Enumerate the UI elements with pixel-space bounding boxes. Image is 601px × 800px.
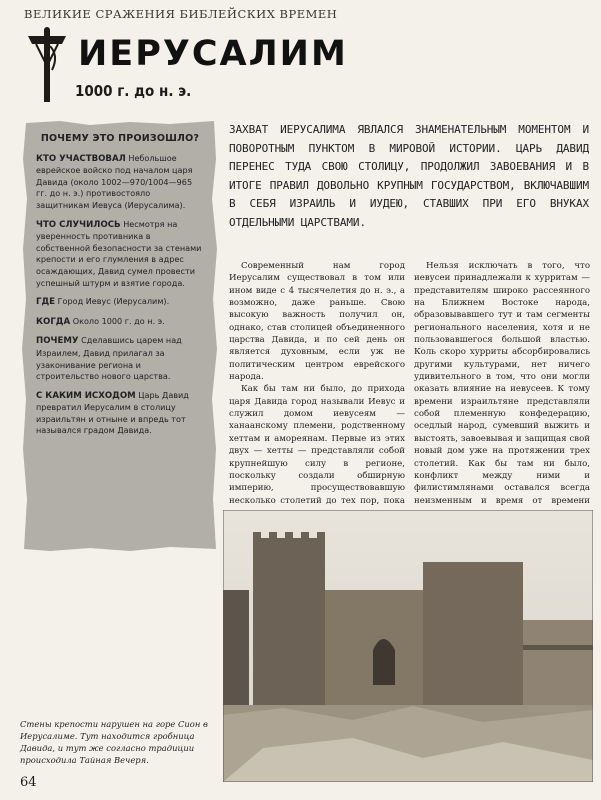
body-paragraph: Нельзя исключать в того, что иевусеи принадлежали к хурритам — представителям широко рассеянного на Ближнем Востоке народа, образовывавшего тут и там сегменты регионального населения, хотя и не пользовавшегося большой властью. Коль скоро хурриты абсорбировались другими культурами, нет ничего удивительного в том, что они могли оказать влияние на иевусеев. К тому времени израильтяне представляли собой племенную конфедерацию, оседлый народ, сумевший выжить и выстоять, завоевывая и защищая свой новый дом уже на протяжении трех столетий. Как бы там ни было, конфликт между ними и филистимлянами оставался всегда неизменным и время от времени xyxy=(414,261,590,506)
sidebar-item-why xyxy=(36,335,204,382)
sidebar-item-what xyxy=(36,219,204,290)
page-date: 1000 г. до н. э. xyxy=(75,82,192,100)
sidebar-item-text: Около 1000 г. до н. э. xyxy=(72,315,165,326)
sidebar-box xyxy=(20,119,218,553)
sidebar-item-label: КОГДА xyxy=(36,316,71,327)
body-paragraph: Как бы там ни было, до прихода царя Давида город называли Иевус и служил домом иевусеям — ханаанскому племени, родственному хеттам и амореянам. Первые из этих двух — хетты — представляли собой крупнейшую силу в регионе, поскольку создали обширную империю, просуществовавшую несколько столетий до тех пор, пока xyxy=(229,384,405,506)
body-paragraph: Современный нам город Иерусалим существовал в том или ином виде с 4 тысячелетия до н. э., а возможно, даже раньше. Свою высокую важность получил он, однако, став столицей объединенного царства Давида, и по сей день он является духовным, если уж не политическим центром еврейского народа. xyxy=(229,261,405,383)
body-column-2 xyxy=(414,260,590,519)
sidebar-item-label: ПОЧЕМУ xyxy=(36,336,79,347)
page-title: ИЕРУСАЛИМ xyxy=(78,34,348,74)
sidebar-item-text: Город Иевус (Иерусалим). xyxy=(57,296,170,307)
sidebar-item-who xyxy=(36,153,204,212)
page-number: 64 xyxy=(20,775,37,790)
sidebar-heading: ПОЧЕМУ ЭТО ПРОИЗОШЛО? xyxy=(40,133,200,144)
sidebar-item-text: Сделавшись царем над Израилем, Давид прилагал за узаконивание региона и строительство нового царства. xyxy=(36,335,182,382)
sidebar-item-when xyxy=(36,316,204,329)
sidebar-item-where xyxy=(36,296,204,309)
sidebar-item-label: ГДЕ xyxy=(36,297,56,308)
series-logo-icon xyxy=(26,26,68,104)
sidebar-item-label: КТО УЧАСТВОВАЛ xyxy=(36,153,126,164)
sidebar-item-outcome xyxy=(36,390,204,437)
sidebar-item-text: Небольшое еврейское войско под началом царя Давида (около 1002—970/1004—965 гг. до н. э.) противостояло защитникам Иевуса (Иерусалима). xyxy=(36,152,193,210)
body-column-1 xyxy=(229,260,405,532)
sidebar-item-label: С КАКИМ ИСХОДОМ xyxy=(36,390,136,401)
jerusalem-citadel-photo xyxy=(223,510,593,782)
sidebar-item-text: Царь Давид превратил Иерусалим в столицу израильтян и отныне и впредь тот назывался градом Давида. xyxy=(36,389,189,436)
photo-caption: Стены крепости нарушен на горе Сион в Иерусалиме. Тут находится гробница Давида, и тут же согласно традиции происходила Тайная Вечеря. xyxy=(20,719,208,765)
sidebar-item-text: Несмотря на уверенность противника в собственной безопасности за стенами крепости и его глумления в адрес осаждающих, Давид сумел провести успешный штурм и взятие города. xyxy=(36,218,202,288)
lead-paragraph: ЗАХВАТ ИЕРУСАЛИМА ЯВЛАЛСЯ ЗНАМЕНАТЕЛЬНЫМ МОМЕНТОМ И ПОВОРОТНЫМ ПУНКТОМ В МИРОВОЙ ИСТОРИИ. ЦАРЬ ДАВИД ПЕРЕНЕС ТУДА СВОЮ СТОЛИЦУ, ПРОДОЛЖИЛ ЗАВОЕВАНИЯ И В ИТОГЕ ПРАВИЛ ДОВОЛЬНО КРУПНЫМ ГОСУДАРСТВОМ, ВКЛЮЧАВШИМ В СЕБЯ ИЗРАИЛЬ И ИУДЕЮ, СТАВШИХ ПРИ ЕГО ВНУКАХ ОТДЕЛЬНЫМИ ЦАРСТВАМИ. xyxy=(229,123,589,229)
sidebar-item-label: ЧТО СЛУЧИЛОСЬ xyxy=(36,219,121,230)
series-title: ВЕЛИКИЕ СРАЖЕНИЯ БИБЛЕЙСКИХ ВРЕМЕН xyxy=(24,7,338,21)
